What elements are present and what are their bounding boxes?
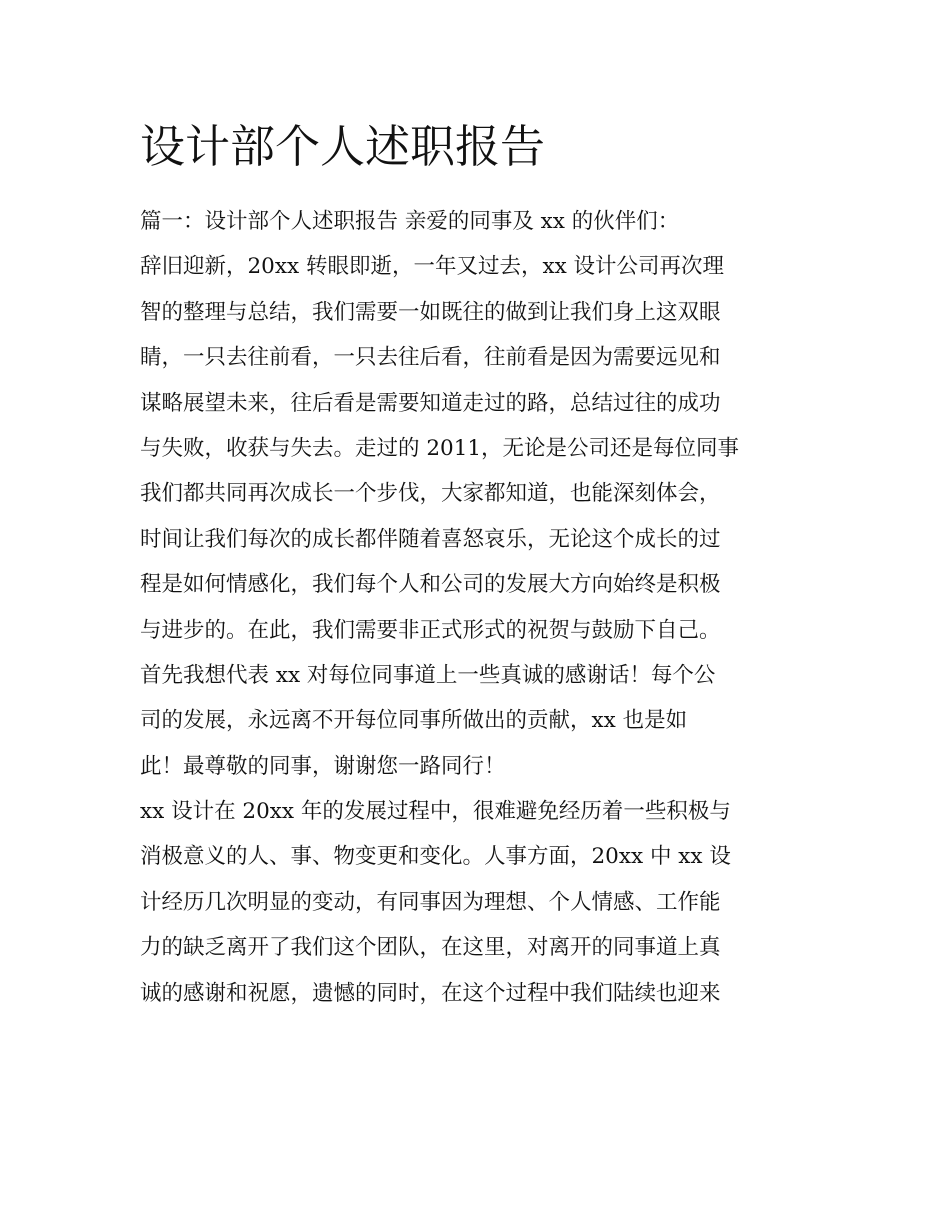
body-line: 谋略展望未来，往后看是需要知道走过的路，总结过往的成功	[140, 390, 721, 416]
body-line: 与失败，收获与失去。走过的 2011，无论是公司还是每位同事	[140, 435, 740, 461]
body-line: 辞旧迎新，20xx 转眼即逝，一年又过去，xx 设计公司再次理	[140, 254, 725, 280]
document-body	[140, 199, 820, 1016]
body-line: 计经历几次明显的变动，有同事因为理想、个人情感、工作能	[140, 889, 721, 915]
body-line: 司的发展，永远离不开每位同事所做出的贡献，xx 也是如	[140, 708, 688, 734]
body-line: 消极意义的人、事、物变更和变化。人事方面，20xx 中 xx 设	[140, 844, 731, 870]
body-line: 力的缺乏离开了我们这个团队，在这里，对离开的同事道上真	[140, 935, 721, 961]
body-line: 诚的感谢和祝愿，遗憾的同时，在这个过程中我们陆续也迎来	[140, 980, 721, 1006]
body-line: 首先我想代表 xx 对每位同事道上一些真诚的感谢话！每个公	[140, 662, 716, 688]
body-line: xx 设计在 20xx 年的发展过程中，很难避免经历着一些积极与	[140, 799, 731, 825]
body-line: 此！最尊敬的同事，谢谢您一路同行！	[140, 753, 506, 779]
body-line: 时间让我们每次的成长都伴随着喜怒哀乐，无论这个成长的过	[140, 526, 721, 552]
document-title: 设计部个人述职报告	[140, 120, 546, 173]
body-line: 智的整理与总结，我们需要一如既往的做到让我们身上这双眼	[140, 299, 721, 325]
body-line: 我们都共同再次成长一个步伐，大家都知道，也能深刻体会，	[140, 481, 721, 507]
body-line: 篇一：设计部个人述职报告 亲爱的同事及 xx 的伙伴们：	[140, 209, 680, 234]
body-line: 与进步的。在此，我们需要非正式形式的祝贺与鼓励下自己。	[140, 617, 721, 643]
body-line: 睛，一只去往前看，一只去往后看，往前看是因为需要远见和	[140, 345, 721, 371]
body-line: 程是如何情感化，我们每个人和公司的发展大方向始终是积极	[140, 572, 721, 598]
